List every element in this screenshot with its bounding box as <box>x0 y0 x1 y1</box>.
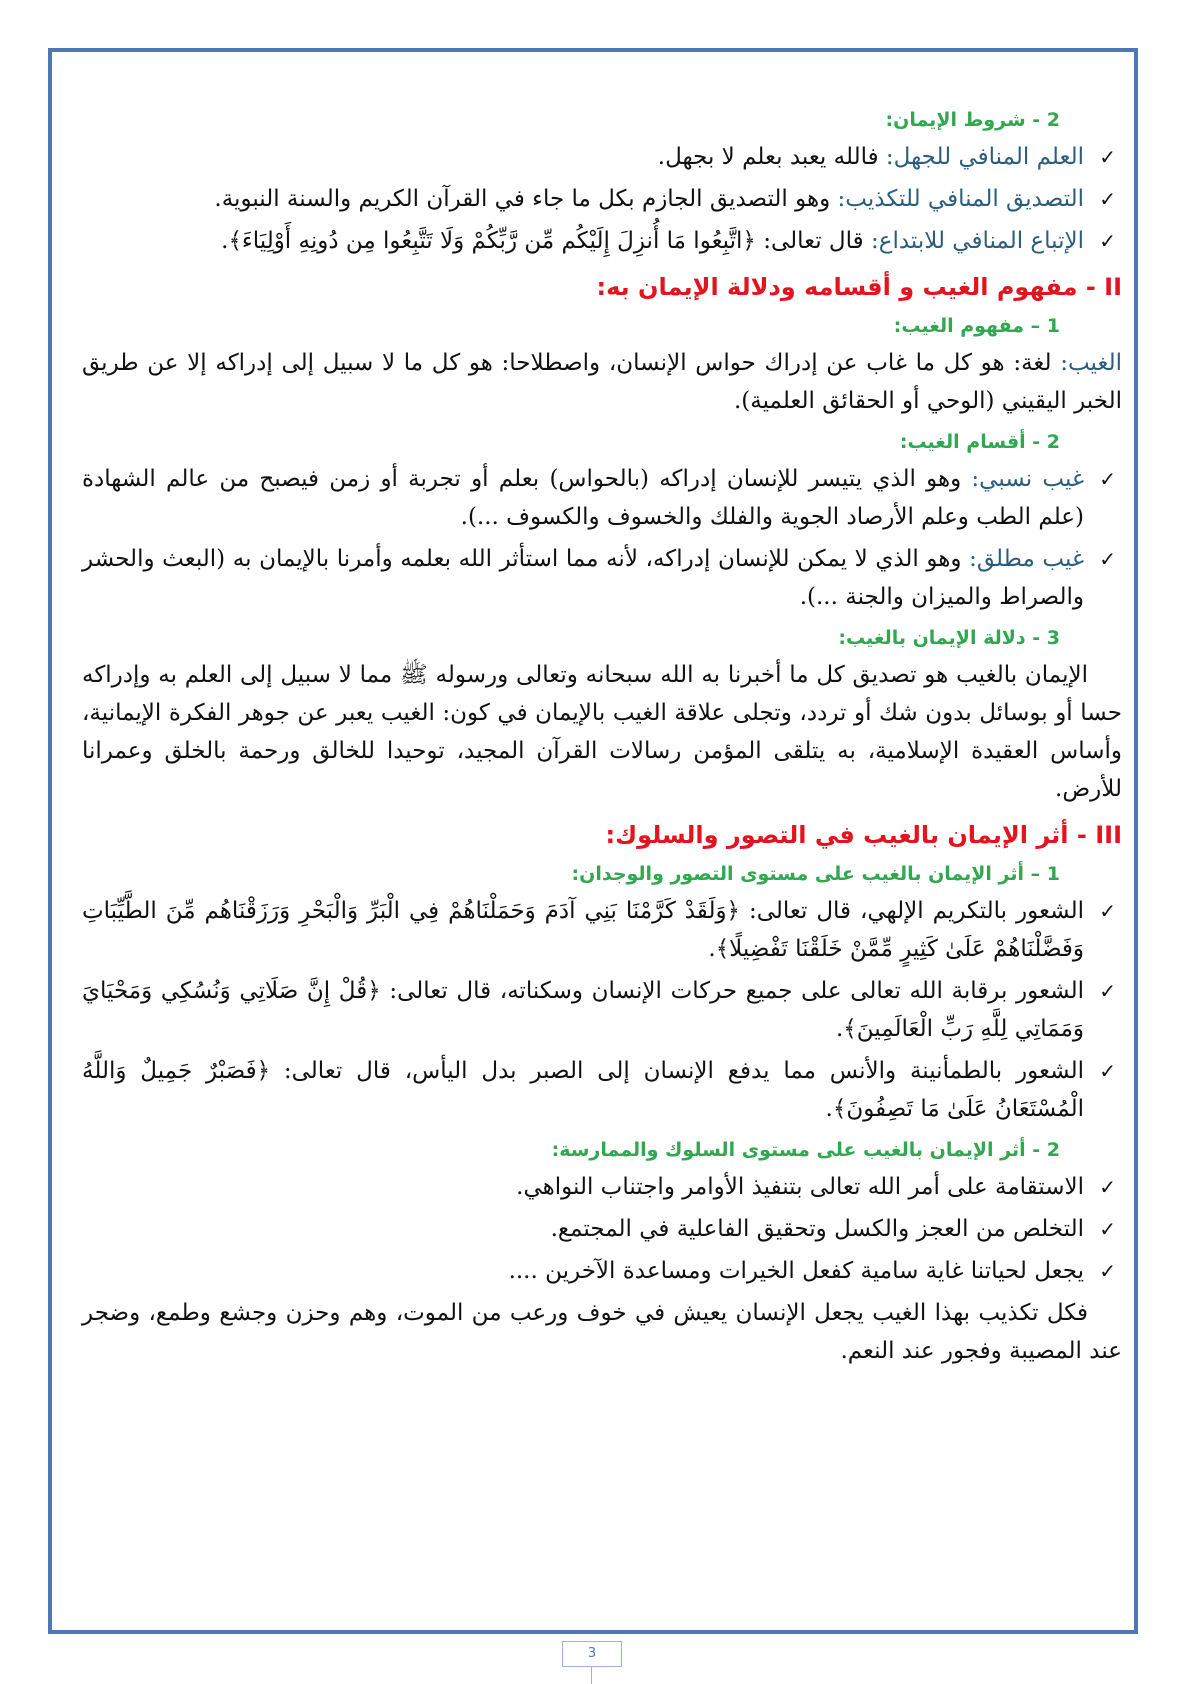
type-term: غيب نسبي: <box>971 466 1084 492</box>
condition-term: التصديق المنافي للتكذيب: <box>837 186 1084 212</box>
perception-text: الشعور بالطمأنينة والأنس مما يدفع الإنسان إلى الصبر بدل اليأس، قال تعالى: ﴿فَصَبْرٌ جَمِيلٌ وَاللَّهُ الْمُسْتَعَانُ عَلَىٰ مَا تَصِفُونَ﴾. <box>82 1058 1084 1122</box>
unseen-types-heading: 2 - أقسام الغيب: <box>899 431 1060 453</box>
document-body <box>82 102 1122 1374</box>
check-icon: ✓ <box>1099 899 1116 923</box>
condition-item-2 <box>82 180 1122 218</box>
faith-meaning-heading: 3 - دلالة الإيمان بالغيب: <box>838 627 1060 649</box>
type-text: وهو الذي لا يمكن للإنسان إدراكه، لأنه مما استأثر الله بعلمه وأمرنا بالإيمان به (البعث والحشر والصراط والميزان والجنة ...). <box>82 546 1084 610</box>
conditions-heading: 2 - شروط الإيمان: <box>885 109 1060 131</box>
behavior-item-3 <box>82 1252 1122 1290</box>
unseen-definition: لغة: هو كل ما غاب عن إدراك حواس الإنسان، واصطلاحا: هو كل ما لا سبيل إلى إدراكه إلا عن طريق الخبر اليقيني (الوحي أو الحقائق العلمية). <box>82 350 1122 414</box>
unseen-concept-heading: 1 – مفهوم الغيب: <box>893 315 1060 337</box>
check-icon: ✓ <box>1099 1059 1116 1083</box>
perception-item-1 <box>82 892 1122 968</box>
check-icon: ✓ <box>1099 187 1116 211</box>
condition-text: فالله يعبد بعلم لا بجهل. <box>657 144 886 170</box>
perception-item-3 <box>82 1052 1122 1128</box>
condition-item-1 <box>82 138 1122 176</box>
perception-text: الشعور بالتكريم الإلهي، قال تعالى: ﴿وَلَقَدْ كَرَّمْنَا بَنِي آدَمَ وَحَمَلْنَاهُمْ فِي الْبَرِّ وَالْبَحْرِ وَرَزَقْنَاهُم مِّنَ الطَّيِّبَاتِ وَفَضَّلْنَاهُمْ عَلَىٰ كَثِيرٍ مِّمَّنْ خَلَقْنَا تَفْضِيلًا﴾. <box>82 898 1084 962</box>
behavior-item-2 <box>82 1210 1122 1248</box>
behavior-item-1 <box>82 1168 1122 1206</box>
section-3-heading: III - أثر الإيمان بالغيب في التصور والسلوك: <box>605 821 1122 849</box>
behavior-heading: 2 - أثر الإيمان بالغيب على مستوى السلوك والممارسة: <box>551 1139 1060 1161</box>
perception-heading: 1 – أثر الإيمان بالغيب على مستوى التصور والوجدان: <box>571 863 1060 885</box>
condition-text: وهو التصديق الجازم بكل ما جاء في القرآن الكريم والسنة النبوية. <box>214 186 838 212</box>
behavior-text: التخلص من العجز والكسل وتحقيق الفاعلية في المجتمع. <box>550 1216 1084 1242</box>
condition-item-3 <box>82 222 1122 260</box>
check-icon: ✓ <box>1099 145 1116 169</box>
perception-item-2 <box>82 972 1122 1048</box>
page-number-connector <box>591 1667 592 1684</box>
check-icon: ✓ <box>1099 547 1116 571</box>
unseen-concept-paragraph <box>82 344 1122 420</box>
behavior-text: يجعل لحياتنا غاية سامية كفعل الخيرات ومساعدة الآخرين .... <box>508 1258 1084 1284</box>
closing-paragraph: فكل تكذيب بهذا الغيب يجعل الإنسان يعيش في خوف ورعب من الموت، وهم وحزن وجشع وطمع، وضجر عند المصيبة وفجور عند النعم. <box>82 1300 1122 1364</box>
behavior-text: الاستقامة على أمر الله تعالى بتنفيذ الأوامر واجتناب النواهي. <box>516 1174 1084 1200</box>
check-icon: ✓ <box>1099 1259 1116 1283</box>
unseen-term: الغيب: <box>1060 350 1122 376</box>
type-term: غيب مطلق: <box>969 546 1084 572</box>
faith-meaning-paragraph: الإيمان بالغيب هو تصديق كل ما أخبرنا به الله سبحانه وتعالى ورسوله ﷺ مما لا سبيل إلى العلم به وإدراكه حسا أو بوسائل بدون شك أو تردد، وتجلى علاقة الغيب بالإيمان في كون: الغيب يعبر عن جوهر الفكرة الإيمانية، وأساس العقيدة الإسلامية، به يتلقى المؤمن رسالات القرآن المجيد، توحيدا للخالق ورحمة بالخلق وعمرانا للأرض. <box>82 662 1122 802</box>
section-2-heading: II - مفهوم الغيب و أقسامه ودلالة الإيمان به: <box>596 273 1122 301</box>
check-icon: ✓ <box>1099 1175 1116 1199</box>
condition-text: قال تعالى: ﴿اتَّبِعُوا مَا أُنزِلَ إِلَيْكُم مِّن رَّبِّكُمْ وَلَا تَتَّبِعُوا مِن دُونِهِ أَوْلِيَاءَ﴾. <box>221 228 871 254</box>
check-icon: ✓ <box>1099 1217 1116 1241</box>
check-icon: ✓ <box>1099 979 1116 1003</box>
type-text: وهو الذي يتيسر للإنسان إدراكه (بالحواس) بعلم أو تجربة أو زمن فيصبح من عالم الشهادة (علم الطب وعلم الأرصاد الجوية والفلك والخسوف والكسوف ...). <box>82 466 1084 530</box>
check-icon: ✓ <box>1099 467 1116 491</box>
unseen-type-relative <box>82 460 1122 536</box>
condition-term: العلم المنافي للجهل: <box>885 144 1084 170</box>
page-number: 3 <box>562 1641 622 1667</box>
check-icon: ✓ <box>1099 229 1116 253</box>
condition-term: الإتباع المنافي للابتداع: <box>870 228 1084 254</box>
perception-text: الشعور برقابة الله تعالى على جميع حركات الإنسان وسكناته، قال تعالى: ﴿قُلْ إِنَّ صَلَاتِي وَنُسُكِي وَمَحْيَايَ وَمَمَاتِي لِلَّهِ رَبِّ الْعَالَمِينَ﴾. <box>82 978 1084 1042</box>
unseen-type-absolute <box>82 540 1122 616</box>
